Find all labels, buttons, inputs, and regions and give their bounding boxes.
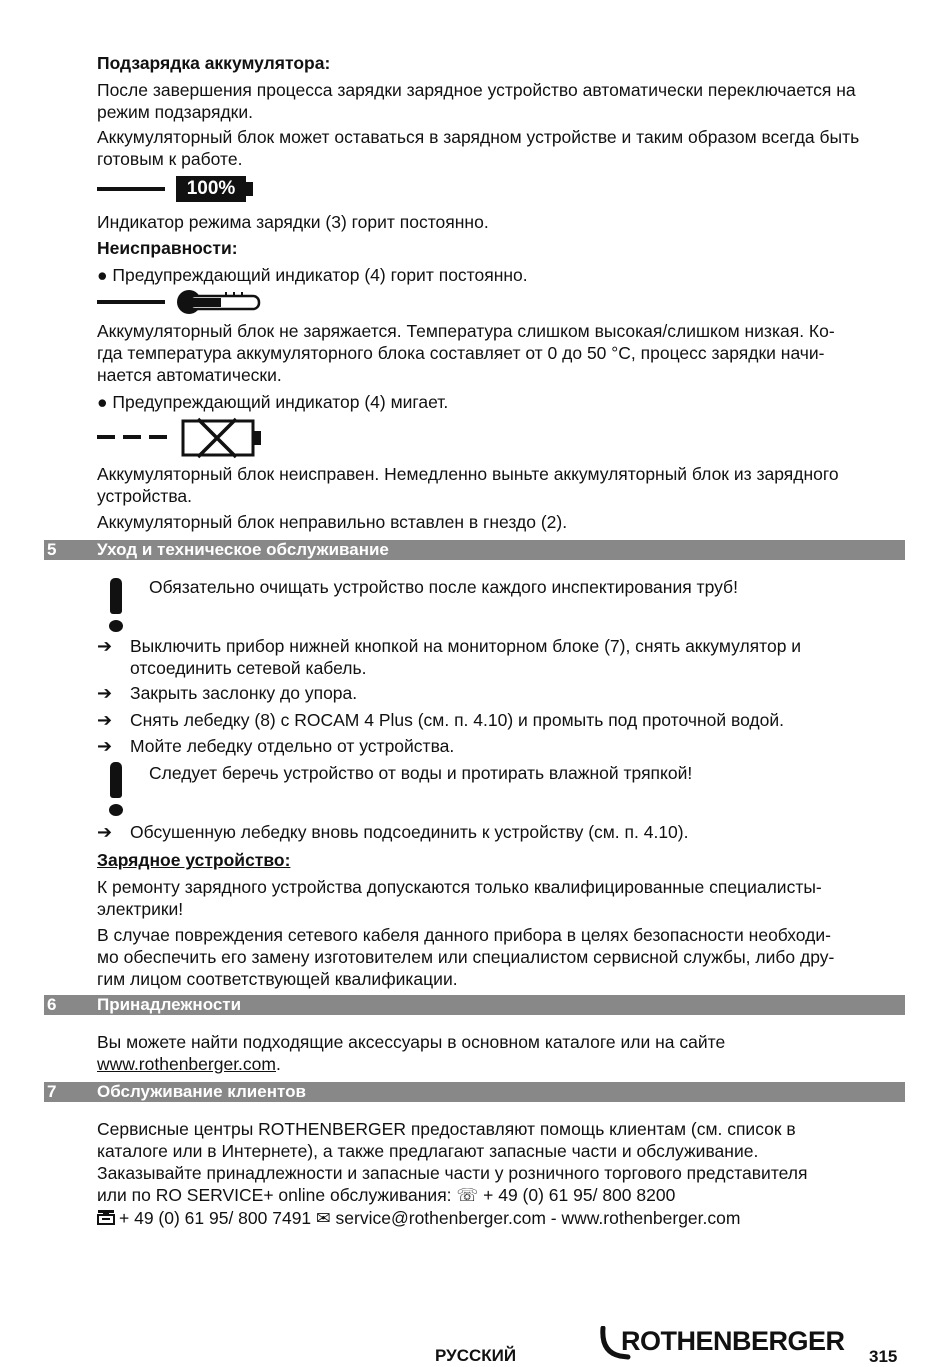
arrow-icon: ➔	[97, 822, 113, 842]
step-2: Закрыть заслонку до упора.	[130, 683, 358, 703]
blink-dash	[149, 435, 167, 439]
arrow-icon: ➔	[97, 636, 113, 656]
blink-dash	[123, 435, 141, 439]
section-5-header	[44, 540, 905, 560]
charger-paragraph-2-line-3: гим лицом соответствующей квалификации.	[97, 969, 458, 989]
page-number: 315	[869, 1347, 898, 1366]
warning-clean: Обязательно очищать устройство после каждого инспектирования труб!	[149, 577, 738, 597]
charger-paragraph-2-line-1: В случае повреждения сетевого кабеля данного прибора в целях безопасности необходи-	[97, 925, 831, 945]
section-6-title: Принадлежности	[97, 995, 242, 1014]
steady-line	[97, 187, 165, 191]
charger-paragraph-2-line-2: мо обеспечить его замену изготовителем или специалистом сервисной службы, либо дру-	[97, 947, 835, 967]
service-line-5-text: + 49 (0) 61 95/ 800 7491 ✉ service@rothenberger.com - www.rothenberger.com	[119, 1208, 741, 1228]
charger-heading: Зарядное устройство:	[97, 850, 291, 870]
step-5: Обсушенную лебедку вновь подсоединить к устройству (см. п. 4.10).	[130, 822, 689, 842]
section-7-number: 7	[47, 1082, 57, 1101]
website-link[interactable]: www.rothenberger.com	[97, 1054, 276, 1074]
section-7-title: Обслуживание клиентов	[97, 1082, 306, 1101]
footer-language: РУССКИЙ	[435, 1346, 517, 1365]
steady-line	[97, 300, 165, 304]
charging-heading: Подзарядка аккумулятора:	[97, 53, 331, 73]
step-1: Выключить прибор нижней кнопкой на мониторном блоке (7), снять аккумулятор и отсоединить сетевой кабель.	[130, 636, 802, 678]
section-7-header	[44, 1082, 905, 1102]
service-line-1: Сервисные центры ROTHENBERGER предоставляют помощь клиентам (см. список в	[97, 1119, 796, 1139]
charger-paragraph-1: К ремонту зарядного устройства допускаются только квалифицированные специалисты-электрики!	[97, 877, 822, 919]
section-5-title: Уход и техническое обслуживание	[97, 540, 389, 559]
charging-paragraph-3: Индикатор режима зарядки (3) горит постоянно.	[97, 212, 489, 232]
section-6-header	[44, 995, 905, 1015]
arrow-icon: ➔	[97, 683, 113, 703]
step-3: Снять лебедку (8) с ROCAM 4 Plus (см. п. 4.10) и промыть под проточной водой.	[130, 710, 785, 730]
faults-heading: Неисправности:	[97, 238, 238, 258]
charging-paragraph-1: После завершения процесса зарядки зарядное устройство автоматически переключается на режим подзарядки.	[97, 80, 856, 122]
faults-paragraph-1-line-1: Аккумуляторный блок не заряжается. Температура слишком высокая/слишком низкая. Ко-	[97, 321, 835, 341]
service-line-2: каталоге или в Интернете), а также предлагают запасные части и обслуживание.	[97, 1141, 759, 1161]
charging-paragraph-2: Аккумуляторный блок может оставаться в зарядном устройстве и таким образом всегда быть готовым к работе.	[97, 127, 860, 169]
faults-bullet-1: ● Предупреждающий индикатор (4) горит постоянно.	[97, 265, 528, 285]
accessories-text: Вы можете найти подходящие аксессуары в основном каталоге или на сайте	[97, 1032, 726, 1052]
battery-terminal	[246, 182, 253, 196]
section-5-number: 5	[47, 540, 57, 559]
battery-full-icon	[176, 176, 246, 202]
section-6-number: 6	[47, 995, 57, 1014]
battery-defect-icon	[180, 417, 264, 459]
step-4: Мойте лебедку отдельно от устройства.	[130, 736, 455, 756]
faults-bullet-2: ● Предупреждающий индикатор (4) мигает.	[97, 392, 449, 412]
arrow-icon: ➔	[97, 710, 113, 730]
faults-paragraph-1-line-2: гда температура аккумуляторного блока составляет от 0 до 50 °C, процесс зарядки начи-	[97, 343, 825, 363]
battery-full-label: 100%	[186, 178, 236, 199]
thermometer-icon	[174, 288, 264, 316]
fax-icon	[97, 1209, 115, 1225]
brand-logo: ROTHENBERGER	[621, 1326, 845, 1356]
link-suffix: .	[275, 1054, 281, 1074]
faults-paragraph-3: Аккумуляторный блок неправильно вставлен в гнездо (2).	[97, 512, 568, 532]
service-line-3: Заказывайте принадлежности и запасные части у розничного торгового представителя	[97, 1163, 808, 1183]
arrow-icon: ➔	[97, 736, 113, 756]
blink-dash	[97, 435, 115, 439]
faults-paragraph-1-line-3: нается автоматически.	[97, 365, 282, 385]
service-line-4: или по RO SERVICE+ online обслуживания: ☏ + 49 (0) 61 95/ 800 8200	[97, 1185, 676, 1205]
accessories-link-line	[97, 1053, 905, 1075]
warning-water: Следует беречь устройство от воды и протирать влажной тряпкой!	[149, 763, 693, 783]
service-line-5	[97, 1207, 905, 1229]
faults-paragraph-2: Аккумуляторный блок неисправен. Немедленно выньте аккумуляторный блок из зарядного устройства.	[97, 464, 839, 506]
